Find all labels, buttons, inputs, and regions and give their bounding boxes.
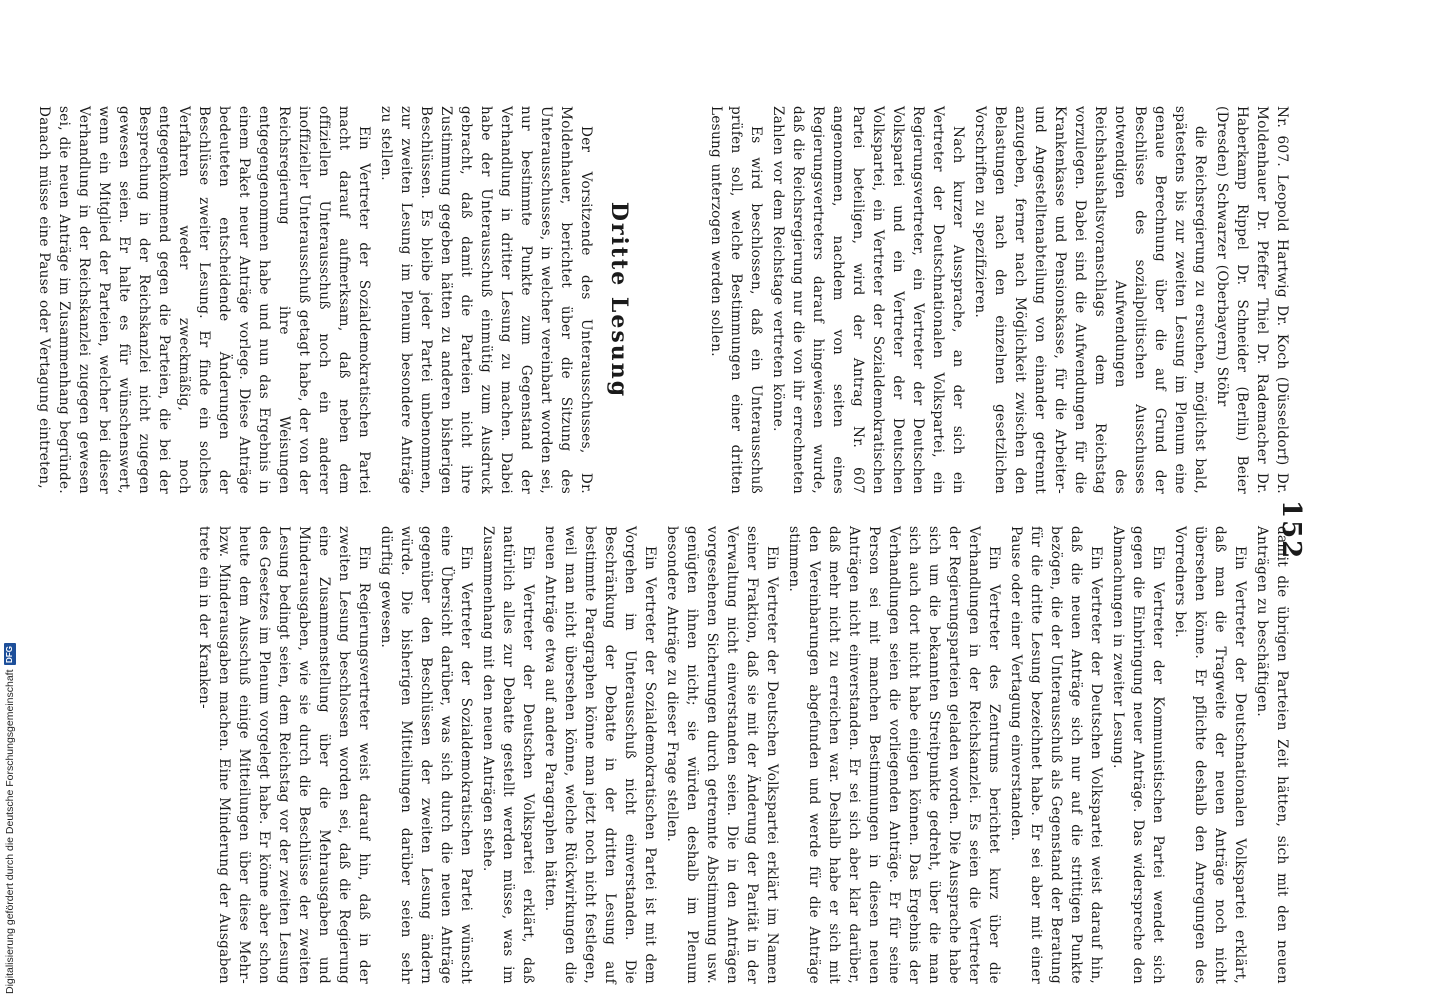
paragraph: damit die übrigen Parteien Zeit hätten, sich mit den neuen Anträgen zu beschäftigen.	[1254, 526, 1290, 984]
paragraph: die Reichsregierung zu ersuchen, möglichst bald, spätestens bis zur zweiten Lesung im Plenum eine genaue Berechnung über die auf Grund der Beschlüsse des sozialpolitischen Ausschusses notwendigen Aufwendungen des Reichshaushaltsvoranschlags dem Reichstag vorzulegen. Dabei sind die Aufwendungen für die Krankenkasse und Pensionskasse, für die Arbeiter- und Angestelltenabteilung von einander getrennt anzugeben, ferner nach Möglichkeit zwischen den Belastungen nach den einzelnen gesetzlichen Vorschriften zu spezifizieren.	[972, 106, 1208, 494]
paragraph: Ein Vertreter der Sozialdemokratischen Partei ist mit dem Vorgehen im Unterausschuß nicht einverstanden. Die Beschränkung der Debatte in der dritten Lesung auf bestimmte Paragraphen könne man jetzt noch nicht festlegen, weil man nicht übersehen könne, welche Rückwirkungen die neuen Anträge etwa auf andere Paragraphen hätten.	[542, 526, 658, 984]
page-number: 152	[1276, 500, 1306, 561]
paragraph: Ein Vertreter der Deutschen Volkspartei weist darauf hin, daß die neuen Anträge sich nur auf die strittigen Punkte bezögen, die der Unterausschuß als Gegenstand der Beratung für die dritte Lesung bezeichnet habe. Er sei aber mit einer Pause oder einer Vertagung einverstanden.	[1008, 526, 1104, 984]
paragraph: Ein Vertreter des Zentrums berichtet kurz über die Verhandlungen in der Reichskanzlei. Es seien die Vertreter der Regierungsparteien geladen worden. Die Aussprache habe sich um die bekannten Streitpunkte gedreht, über die man sich auch dort nicht habe einigen können. Das Ergebnis der Verhandlungen seien die vorliegenden Anträge. Er für seine Person sei mit manchen Bestimmungen in diesen neuen Anträgen nicht einverstanden. Er sei sich aber klar darüber, daß mehr nicht zu erreichen war. Deshalb habe er sich mit den Vereinbarungen abgefunden und werde für die Anträge stimmen.	[786, 526, 1002, 984]
column-right-top	[196, 520, 1292, 990]
paragraph: Ein Vertreter der Sozialdemokratischen Partei wünscht eine Übersicht darüber, was sich durch die neuen Anträge gegenüber den Beschlüssen der zweiten Lesung ändern würde. Die bisherigen Mitteilungen darüber seien sehr dürftig gewesen.	[378, 526, 474, 984]
paragraph: Ein Vertreter der Deutschen Volkspartei erklärt, daß natürlich alles zur Debatte gestellt werden müsse, was im Zusammenhang mit den neuen Anträgen stehe.	[480, 526, 536, 984]
paragraph: Ein Regierungsvertreter weist darauf hin, daß in der zweiten Lesung beschlossen worden sei, daß die Regierung eine Zusammenstellung über die Mehrausgaben und Minderausgaben, wie sie durch die Beschlüsse der zweiten Lesung bedingt seien, dem Reichstag vor der zweiten Lesung des Gesetzes im Plenum vorgelegt habe. Er könne aber schon heute dem Ausschuß einige Mitteilungen über diese Mehr- bzw. Minderausgaben machen. Eine Minderung der Ausgaben trete ein in der Kranken-	[196, 526, 372, 984]
dfg-logo: DFG	[4, 643, 16, 665]
paragraph: Der Vorsitzende des Unterausschusses, Dr. Moldenhauer, berichtet über die Sitzung des Unterausschusses, in welcher vereinbart worden sei, nur bestimmte Punkte zum Gegenstand der Verhandlung in dritter Lesung zu machen. Dabei habe der Unterausschuß einmütig zum Ausdruck gebracht, daß damit die Parteien nicht ihre Zustimmung gegeben hätten zu anderen bisherigen Beschlüssen. Es bleibe jeder Partei unbenommen, zur zweiten Lesung im Plenum besondere Anträge zu stellen.	[378, 106, 594, 494]
paragraph: Ein Vertreter der Sozialdemokratischen Partei macht darauf aufmerksam, daß neben dem offiziellen Unterausschuß noch ein anderer inoffizieller Unterausschuß getagt habe, der von der Reichsregierung ihre Weisungen entgegengenommen habe und nun das Ergebnis in einem Paket neuer Anträge vorlege. Diese Anträge bedeuteten entscheidende Änderungen der Beschlüsse zweiter Lesung. Er finde ein solches Verfahren weder zweckmäßig, noch entgegenkommend gegen die Parteien, die bei der Besprechung in der Reichskanzlei nicht zugegen gewesen seien. Er halte es für wünschenswert, wenn ein Mitglied der Parteien, welcher bei dieser Verhandlung in der Reichskanzlei zugegen gewesen sei, die neuen Anträge im Zusammenhang begründe. Danach müsse eine Pause oder Vertagung eintreten,	[36, 106, 372, 494]
column-left-top	[708, 100, 1292, 500]
paragraph: Ein Vertreter der Deutschen Volkspartei erklärt im Namen seiner Fraktion, daß sie mit der Änderung der Parität in der Verwaltung nicht einverstanden seien. Die in den Anträgen vorgesehenen Sicherungen durch getrennte Abstimmung usw. genügten ihnen nicht; sie würden deshalb im Plenum besondere Anträge zu dieser Frage stellen.	[664, 526, 780, 984]
paragraph: Es wird beschlossen, daß ein Unterausschuß prüfen soll, welche Bestimmungen einer dritten Lesung unterzogen werden sollen.	[708, 106, 764, 494]
column-left-bottom	[36, 100, 640, 500]
paragraph: Ein Vertreter der Deutschnationalen Volkspartei erklärt, daß man die Tragweite der neuen Anträge noch nicht übersehen könne. Er pflichte deshalb den Anregungen des Vorredners bei.	[1172, 526, 1248, 984]
section-heading: Dritte Lesung	[606, 201, 632, 399]
paragraph: Nach kurzer Aussprache, an der sich ein Vertreter der Deutschnationalen Volkspartei, ein Regierungsvertreter, ein Vertreter der Deutschen Volkspartei und ein Vertreter der Deutschen Volkspartei, ein Vertreter der Sozialdemokratischen Partei beteiligen, wird der Antrag Nr. 607 angenommen, nachdem von seiten eines Regierungsvertreters darauf hingewiesen wurde, daß die Reichsregierung nur die von ihr errechneten Zahlen vor dem Reichstage vertreten könne.	[770, 106, 966, 494]
footer-credit	[4, 643, 16, 994]
paragraph: Ein Vertreter der Kommunistischen Partei wendet sich gegen die Einbringung neuer Anträge. Das widerspreche den Abmachungen in zweiter Lesung.	[1110, 526, 1166, 984]
paragraph: Nr. 607. Leopold Hartwig Dr. Koch (Düsseldorf) Dr. Moldenhauer Dr. Pfeffer Thiel Dr. Rademacher Dr. Haberkamp Rippel Dr. Schneider (Berlin) Beier (Dresden) Schwarzer (Oberbayern) Stöhr	[1214, 106, 1290, 494]
footer-text: Digitalisierung gefördert durch die Deutsche Forschungsgemeinschaft	[4, 669, 16, 994]
